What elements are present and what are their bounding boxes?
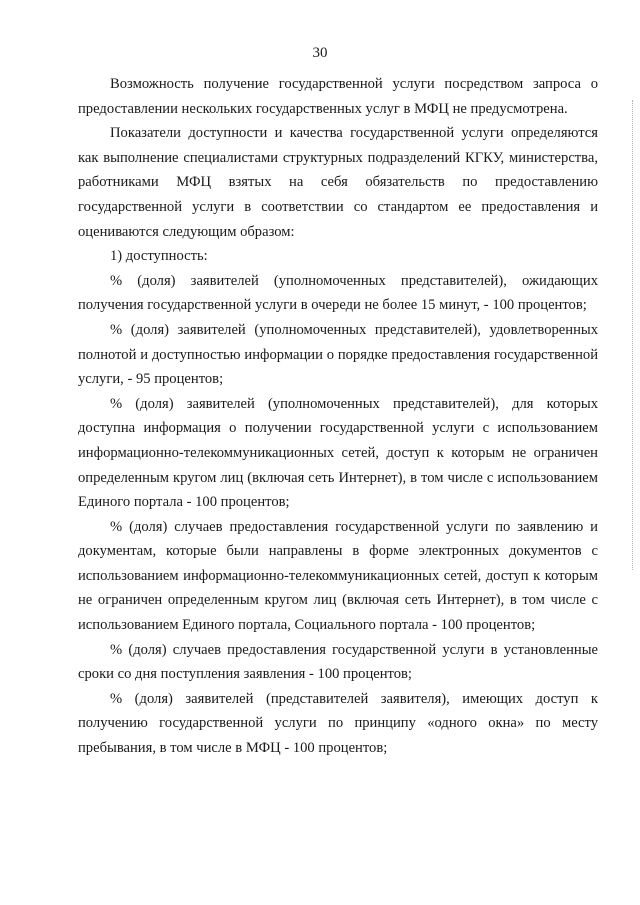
scan-edge-marks — [632, 100, 634, 570]
paragraph-multiple-services: Возможность получение государственной услуги посредством запроса о предоставлении нескольких государственных услуг в МФЦ не предусмотрена. — [78, 76, 598, 117]
page-number: 30 — [312, 45, 328, 61]
paragraph-accessibility-heading: 1) доступность: — [110, 248, 208, 265]
paragraph-quality-indicators: Показатели доступности и качества государственной услуги определяются как выполнение специалистами структурных подразделений КГКУ, министерства, работниками МФЦ взятых на себя обязательств по предоставлению государственной услуги в соответствии со стандартом ее предоставления и оцениваются следующим образом: — [78, 125, 598, 240]
paragraph-information-satisfaction: % (доля) заявителей (уполномоченных представителей), удовлетворенных полнотой и доступностью информации о порядке предоставления государственной услуги, - 95 процентов; — [78, 321, 598, 388]
paragraph-queue-wait: % (доля) заявителей (уполномоченных представителей), ожидающих получения государственной услуги в очереди не более 15 минут, - 100 процентов; — [78, 272, 598, 314]
paragraph-electronic-documents: % (доля) случаев предоставления государственной услуги по заявлению и документам, которые были направлены в форме электронных документов с использованием информационно-телекоммуникационных сетей, доступ к которым не ограничен определенным кругом лиц (включая сеть Интернет), в том числе с использованием Единого портала, Социального портала - 100 процентов; — [78, 518, 598, 634]
document-body — [78, 72, 598, 761]
paragraph-one-window: % (доля) заявителей (представителей заявителя), имеющих доступ к получению государственной услуги по принципу «одного окна» по месту пребывания, в том числе в МФЦ - 100 процентов; — [78, 690, 598, 757]
paragraph-online-information: % (доля) заявителей (уполномоченных представителей), для которых доступна информация о получении государственной услуги с использованием информационно-телекоммуникационных сетей, доступ к которым не ограничен определенным кругом лиц (включая сеть Интернет), в том числе с использованием Единого портала - 100 процентов; — [78, 395, 598, 511]
paragraph-deadlines: % (доля) случаев предоставления государственной услуги в установленные сроки со дня поступления заявления - 100 процентов; — [78, 641, 598, 683]
